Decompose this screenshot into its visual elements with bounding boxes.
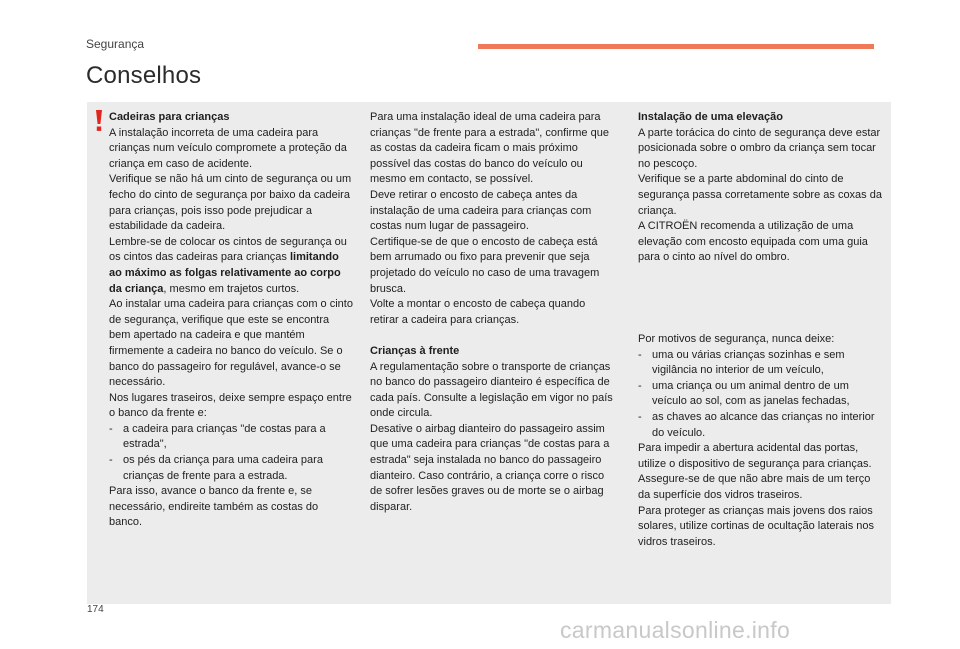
children-front-heading: Crianças à frente [370,344,460,357]
dash-marker: - [638,410,642,423]
booster-paragraph-1: A parte torácica do cinto de segurança deve estar posicionada sobre o ombro da criança sem tocar no pescoço. [638,126,881,170]
child-seats-paragraph-5: Nos lugares traseiros, deixe sempre espaço entre o banco da frente e: [109,391,352,420]
column-safety-advice [638,332,884,550]
spacer [370,328,614,344]
booster-paragraph-3: A CITROËN recomenda a utilização de uma elevação com encosto equipada com uma guia para o cinto ao nível do ombro. [638,220,868,264]
child-seats-paragraph-2: Verifique se não há um cinto de segurança ou um fecho do cinto de segurança por baixo da cadeira para crianças, pois isso pode prejudicar a estabilidade da cadeira. [109,173,352,233]
child-seats-p3-bold: limitando ao máximo as folgas relativamente ao corpo da criança [109,251,341,295]
page-number: 174 [87,604,104,615]
list-item-text: uma criança ou um animal dentro de um veículo ao sol, com as janelas fechadas, [652,379,850,408]
column-child-seats [109,110,353,531]
dash-marker: - [109,454,113,467]
list-item-text: os pés da criança para uma cadeira para crianças de frente para a estrada. [123,454,323,482]
child-seats-heading: Cadeiras para crianças [109,111,230,123]
list-item-text: a cadeira para crianças "de costas para a estrada", [123,422,326,451]
list-item [638,379,884,410]
column-installation [370,110,614,515]
list-item [109,453,353,484]
safety-paragraph-1: Por motivos de segurança, nunca deixe: [638,333,835,345]
child-seats-paragraph-6: Para isso, avance o banco da frente e, se necessário, endireite também as costas do banco. [109,485,319,529]
child-seats-p3-end: , mesmo em trajetos curtos. [163,282,300,295]
watermark: carmanualsonline.info [560,617,791,643]
safety-paragraph-4: Para proteger as crianças mais jovens dos raios solares, utilize cortinas de ocultação laterais nos vidros traseiros. [638,504,875,548]
safety-paragraph-2: Para impedir a abertura acidental das portas, utilize o dispositivo de segurança para crianças. [638,442,872,470]
child-seats-p3-start: Lembre-se de colocar os cintos de segurança ou os cintos das cadeiras para crianças [109,235,347,264]
list-item-text: uma ou várias crianças sozinhas e sem vigilância no interior de um veículo, [652,348,845,377]
list-item [638,410,884,441]
children-front-paragraph-1: A regulamentação sobre o transporte de crianças no banco do passageiro dianteiro é específica de cada país. Consulte a legislação em vigor no país onde circula. [370,360,613,420]
section-label: Segurança [86,37,145,51]
column-booster [638,110,884,266]
children-front-paragraph-2: Desative o airbag dianteiro do passageiro assim que uma cadeira para crianças "de costas para a estrada" seja instalada no banco do passageiro dianteiro. Caso contrário, a criança corre o risco de sofrer lesões graves ou de morte se o airbag disparar. [370,422,610,513]
safety-paragraph-3: Assegure-se de que não abre mais de um terço da superfície dos vidros traseiros. [638,473,871,501]
child-seats-paragraph-1: A instalação incorreta de uma cadeira para crianças num veículo compromete a proteção da criança em caso de acidente. [109,126,347,170]
child-seats-paragraph-3 [109,235,353,297]
child-seats-paragraph-4: Ao instalar uma cadeira para crianças com o cinto de segurança, verifique que este se encontra bem apertado na cadeira e que mantém firmemente a cadeira no banco do veículo. Se o banco do passageiro for regulável, avance-o se necessário. [109,298,353,389]
installation-paragraph-2: Deve retirar o encosto de cabeça antes da instalação de uma cadeira para crianças com costas num lugar de passageiro. [370,188,592,233]
list-item [109,422,353,453]
installation-paragraph-4: Volte a montar o encosto de cabeça quando retirar a cadeira para crianças. [370,298,586,326]
dash-marker: - [638,379,642,392]
list-item [638,348,884,379]
warning-icon [93,110,105,132]
booster-heading: Instalação de uma elevação [638,111,783,123]
dash-marker: - [109,422,113,435]
page-title: Conselhos [86,62,202,89]
list-item-text: as chaves ao alcance das crianças no interior do veículo. [652,410,875,439]
installation-paragraph-3: Certifique-se de que o encosto de cabeça está bem arrumado ou fixo para prevenir que seja projetado do veículo no caso de uma travagem brusca. [370,235,600,295]
dash-marker: - [638,348,642,361]
booster-paragraph-2: Verifique se a parte abdominal do cinto de segurança passa corretamente sobre as coxas da criança. [638,173,882,217]
installation-paragraph-1: Para uma instalação ideal de uma cadeira para crianças "de frente para a estrada", confirme que as costas da cadeira ficam o mais próximo possível das costas do banco do veículo ou mesmo em contacto, se possível. [370,111,609,186]
accent-bar [478,44,874,49]
